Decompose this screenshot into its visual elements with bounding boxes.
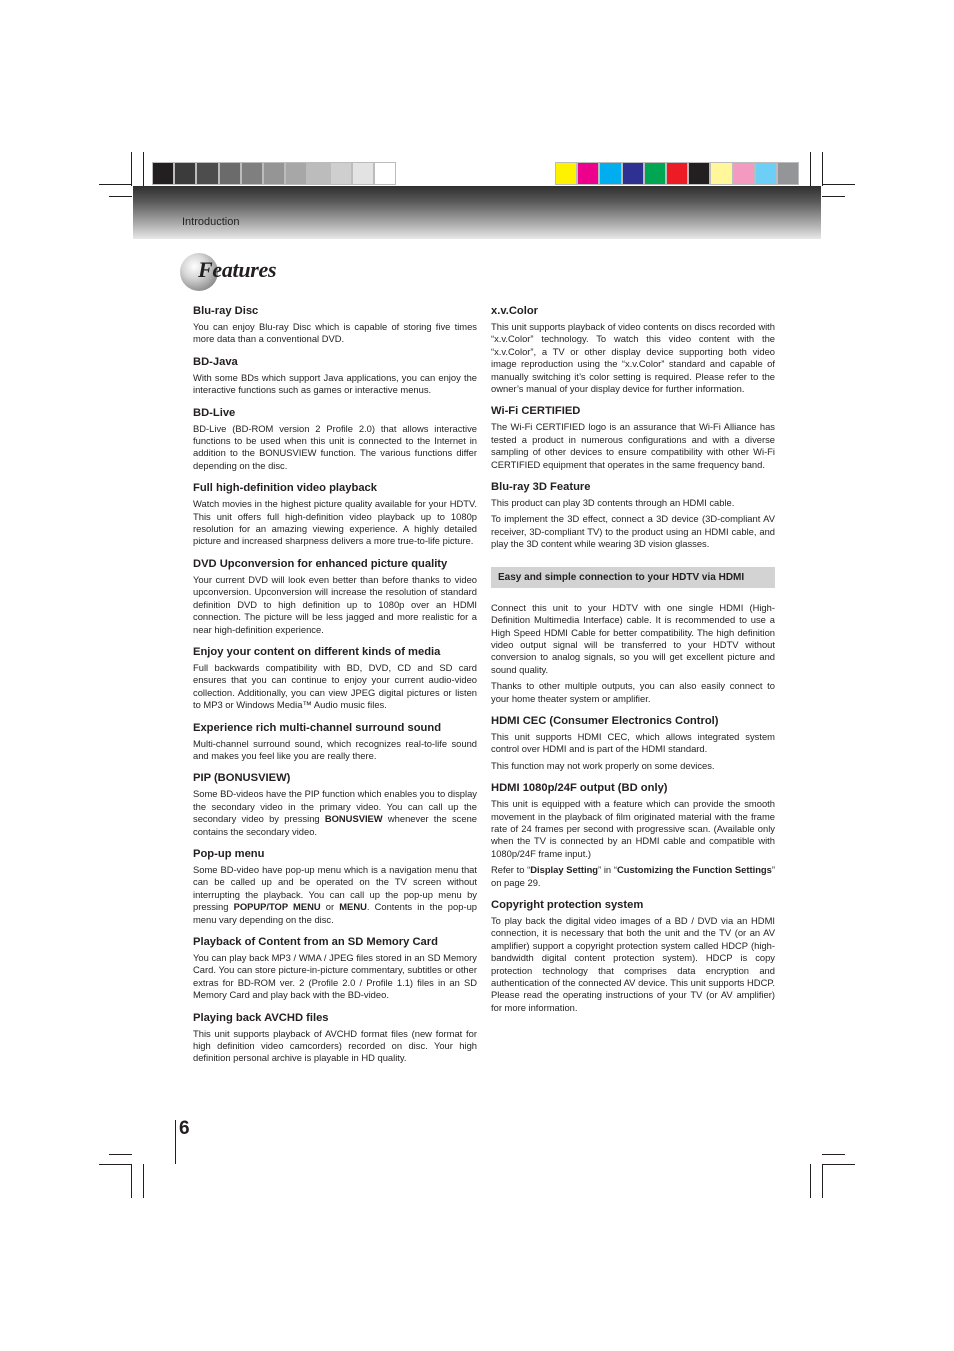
page-title: Features xyxy=(198,257,277,282)
feature-wifi xyxy=(491,404,775,471)
feature-text: This function may not work properly on some devices. xyxy=(491,759,715,771)
color-swatch xyxy=(174,162,196,185)
feature-heading: Enjoy your content on different kinds of media xyxy=(193,645,441,658)
feature-copyright xyxy=(491,898,775,1014)
color-swatch xyxy=(777,162,799,185)
feature-text: Connect this unit to your HDTV with one single HDMI (High-Definition Multimedia Interface) cable. It is recommended to use a High Speed HDMI Cable for better compatibility. The high definition video output signal will be transferred to your HDTV without conversion to analog signals, so you will get excellent picture and sound quality. xyxy=(491,601,775,675)
feature-bluray-3d xyxy=(491,480,775,551)
crop-mark xyxy=(143,152,144,186)
feature-text: Your current DVD will look even better than before thanks to video upconversion. Upconversion will increase the resolution of standard definition DVD to high definition up to 1080p over an HDMI connection. The picture will be less jagged and more realistic for a near high-definition experience. xyxy=(193,573,477,635)
feature-heading: Wi-Fi CERTIFIED xyxy=(491,405,581,418)
color-swatch xyxy=(710,162,732,185)
feature-item xyxy=(193,847,477,926)
color-swatch xyxy=(330,162,352,185)
color-swatch xyxy=(622,162,644,185)
feature-heading: Pop-up menu xyxy=(193,847,265,860)
feature-heading: Full high-definition video playback xyxy=(193,482,377,495)
crop-mark xyxy=(810,152,811,186)
feature-text: This product can play 3D contents through an HDMI cable. xyxy=(491,497,735,509)
color-swatch xyxy=(577,162,599,185)
feature-text: Full backwards compatibility with BD, DVD, CD and SD card ensures that you can continue to enjoy your current audio-video collection. Additionally, you can view JPEG digital pictures or listen to MP3 or Windows Media™ Audio music files. xyxy=(193,661,477,711)
feature-text: Some BD-videos have the PIP function which enables you to display the secondary video in the primary video. You can call up the secondary video by pressing BONUSVIEW whenever the scene contains the secondary video. xyxy=(193,788,477,837)
feature-heading: BD-Java xyxy=(193,355,238,368)
color-swatch xyxy=(644,162,666,185)
color-swatch xyxy=(599,162,621,185)
crop-mark xyxy=(109,1154,132,1155)
feature-item xyxy=(193,645,477,712)
section-label: Introduction xyxy=(182,216,240,228)
feature-text: The Wi-Fi CERTIFIED logo is an assurance that Wi-Fi Alliance has tested a product in numerous configurations and with a diverse sampling of other devices to ensure compatibility with other Wi-Fi CERTIFIED equipment that operates in the same frequency band. xyxy=(491,421,775,470)
feature-heading: Blu-ray 3D Feature xyxy=(491,481,591,494)
crop-mark xyxy=(131,1164,132,1198)
color-swatch xyxy=(755,162,777,185)
feature-text: Multi-channel surround sound, which recognizes real-to-life sound and makes you feel like you are really there. xyxy=(193,737,477,761)
feature-heading: BD-Live xyxy=(193,406,236,419)
feature-text: With some BDs which support Java applications, you can enjoy the interactive functions such as games or interactive menus. xyxy=(193,371,477,396)
feature-hdmi-cec xyxy=(491,714,775,772)
feature-text: This unit supports playback of video contents on discs recorded with “x.v.Color” technology. To watch this video content with the “x.v.Color”, a TV or other display device supporting both video image reproduction using the “x.v.Color” standard and capable of manually switching it’s color setting is required. Please refer to the owner’s manual of your display device for further information. xyxy=(491,321,775,395)
feature-item xyxy=(193,557,477,636)
feature-heading: Playback of Content from an SD Memory Card xyxy=(193,936,438,948)
feature-text: This unit supports HDMI CEC, which allows integrated system control over HDMI and is part of the HDMI standard. xyxy=(491,730,775,755)
feature-heading: HDMI CEC (Consumer Electronics Control) xyxy=(491,714,719,727)
feature-hdmi-intro xyxy=(491,602,775,705)
feature-text: Thanks to other multiple outputs, you can also easily connect to your home theater system or amplifier. xyxy=(491,680,775,704)
crop-mark xyxy=(131,152,132,186)
feature-text: Some BD-video have pop-up menu which is a navigation menu that can be called up and be operated on the TV screen without interrupting the playback. You can call up the pop-up menu by pressing POPUP/TOP MENU or MENU. Contents in the pop-up menu vary depending on the disc. xyxy=(193,863,477,925)
feature-xvcolor xyxy=(491,304,775,395)
color-swatch xyxy=(196,162,218,185)
grayscale-calibration-bar xyxy=(152,162,396,185)
feature-item xyxy=(193,721,477,763)
feature-text: To implement the 3D effect, connect a 3D device (3D-compliant AV receiver, 3D-compliant TV) to the product using an HDMI cable, and play the 3D content while wearing 3D vision glasses. xyxy=(491,513,775,550)
crop-mark xyxy=(822,1154,845,1155)
crop-mark xyxy=(822,184,855,185)
color-swatch xyxy=(241,162,263,185)
feature-hdmi-1080p24 xyxy=(491,781,775,889)
feature-item xyxy=(193,406,477,473)
page-number: 6 xyxy=(179,1118,190,1139)
crop-mark xyxy=(822,1164,855,1165)
feature-heading: Experience rich multi-channel surround sound xyxy=(193,721,442,734)
color-swatch xyxy=(733,162,755,185)
feature-heading: PIP (BONUSVIEW) xyxy=(193,772,291,785)
crop-mark xyxy=(143,1164,144,1198)
feature-heading: Blu-ray Disc xyxy=(193,305,259,317)
color-swatch xyxy=(307,162,329,185)
feature-heading: Playing back AVCHD files xyxy=(193,1011,329,1024)
feature-item xyxy=(193,304,477,346)
color-swatch xyxy=(688,162,710,185)
feature-item xyxy=(193,935,477,1002)
color-swatch xyxy=(263,162,285,185)
color-swatch xyxy=(352,162,374,185)
feature-text: You can enjoy Blu-ray Disc which is capable of storing five times more data than a conventional DVD. xyxy=(193,321,477,345)
color-swatch xyxy=(555,162,577,185)
page-number-rule xyxy=(175,1120,176,1164)
hdmi-banner: Easy and simple connection to your HDTV via HDMI xyxy=(491,567,775,588)
feature-text: This unit is equipped with a feature which can provide the smooth movement in the playback of film originated material with the frame rate of 24 frames per second with progressive scan. (Available only when the TV is connected by an HDMI cable and compatible with 1080p/24F frame input.) xyxy=(491,798,775,859)
color-calibration-bar xyxy=(555,162,799,185)
crop-mark xyxy=(822,196,845,197)
feature-heading: DVD Upconversion for enhanced picture quality xyxy=(193,557,448,570)
crop-mark xyxy=(109,196,132,197)
feature-refer-text: Refer to “Display Setting” in “Customizing the Function Settings” on page 29. xyxy=(491,864,775,888)
color-swatch xyxy=(666,162,688,185)
crop-mark xyxy=(810,1164,811,1198)
feature-item xyxy=(193,771,477,838)
feature-item xyxy=(193,481,477,548)
right-column xyxy=(491,304,775,1023)
feature-text: You can play back MP3 / WMA / JPEG files stored in an SD Memory Card. You can store picture-in-picture commentary, subtitles or other extras for BD-ROM ver. 2 (Profile 2.0 / Profile 1.1) files in an SD Memory Card and play back with the BD-video. xyxy=(193,952,477,1001)
color-swatch xyxy=(219,162,241,185)
feature-heading: Copyright protection system xyxy=(491,899,644,911)
crop-mark xyxy=(822,152,823,186)
feature-text: Watch movies in the highest picture quality available for your HDTV. This unit offers full high-definition video playback up to 1080p resolution for an amazing viewing experience. A highly detailed picture and increased sharpness delivers a more true-to-life picture. xyxy=(193,498,477,547)
feature-text: BD-Live (BD-ROM version 2 Profile 2.0) that allows interactive functions to be used when this unit is connected to the Internet in addition to the BONUSVIEW function. The various functions differ depending on the disc. xyxy=(193,422,477,471)
crop-mark xyxy=(99,184,132,185)
crop-mark xyxy=(99,1164,132,1165)
feature-text: To play back the digital video images of a BD / DVD via an HDMI connection, it is necessary that both the unit and the TV (or an AV amplifier) support a copyright protection system called HDCP (high-bandwidth digital content protection system). HDCP is copy protection technology that comprises data encryption and authentication of the connected AV device. This unit supports HDCP. Please read the operating instructions of your TV (or AV amplifier) for more information. xyxy=(491,915,775,1013)
color-swatch xyxy=(374,162,396,185)
feature-heading: x.v.Color xyxy=(491,305,539,317)
feature-item xyxy=(193,355,477,397)
left-column xyxy=(193,304,477,1074)
crop-mark xyxy=(822,1164,823,1198)
feature-text: This unit supports playback of AVCHD format files (new format for high definition video camcorders) recorded on disc. Your high definition personal archive is playable in HD quality. xyxy=(193,1027,477,1064)
color-swatch xyxy=(285,162,307,185)
header-band xyxy=(133,186,821,239)
color-swatch xyxy=(152,162,174,185)
feature-heading: HDMI 1080p/24F output (BD only) xyxy=(491,782,668,795)
feature-item xyxy=(193,1011,477,1065)
